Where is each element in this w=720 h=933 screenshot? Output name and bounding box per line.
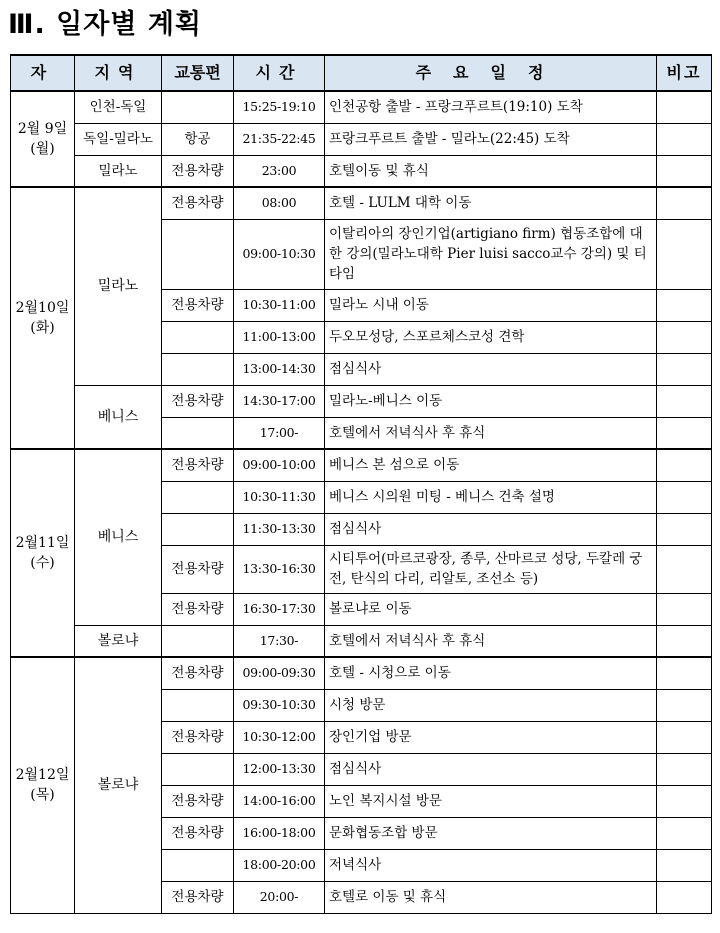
time-cell: 11:30-13:30 <box>234 513 325 545</box>
time-cell: 09:00-10:30 <box>234 219 325 289</box>
note-cell <box>657 449 712 481</box>
time-cell: 17:30- <box>234 625 325 657</box>
transport-cell <box>162 417 234 449</box>
time-cell: 13:00-14:30 <box>234 353 325 385</box>
region-cell: 베니스 <box>75 449 162 625</box>
time-cell: 11:00-13:00 <box>234 321 325 353</box>
table-row <box>11 625 712 657</box>
region-cell: 밀라노 <box>75 187 162 385</box>
time-cell: 09:30-10:30 <box>234 689 325 721</box>
date-cell: 2월11일 (수) <box>11 449 75 657</box>
header-date: 자 <box>11 55 75 91</box>
header-note: 비고 <box>657 55 712 91</box>
transport-cell <box>162 513 234 545</box>
note-cell <box>657 545 712 593</box>
transport-cell: 전용차량 <box>162 721 234 753</box>
note-cell <box>657 417 712 449</box>
schedule-cell: 호텔로 이동 및 휴식 <box>325 881 657 913</box>
note-cell <box>657 721 712 753</box>
region-cell: 인천-독일 <box>75 91 162 123</box>
time-cell: 21:35-22:45 <box>234 123 325 155</box>
date-cell: 2월 9일 (월) <box>11 91 75 187</box>
schedule-cell: 시청 방문 <box>325 689 657 721</box>
transport-cell: 전용차량 <box>162 187 234 219</box>
schedule-cell: 장인기업 방문 <box>325 721 657 753</box>
time-cell: 18:00-20:00 <box>234 849 325 881</box>
page-title: Ⅲ. 일자별 계획 <box>8 9 202 40</box>
note-cell <box>657 219 712 289</box>
header-region: 지역 <box>75 55 162 91</box>
schedule-cell: 두오모성당, 스포르체스코성 견학 <box>325 321 657 353</box>
time-cell: 10:30-11:30 <box>234 481 325 513</box>
time-cell: 15:25-19:10 <box>234 91 325 123</box>
transport-cell: 전용차량 <box>162 385 234 417</box>
transport-cell <box>162 849 234 881</box>
transport-cell: 전용차량 <box>162 817 234 849</box>
transport-cell: 항공 <box>162 123 234 155</box>
note-cell <box>657 753 712 785</box>
table-row <box>11 155 712 187</box>
transport-cell <box>162 625 234 657</box>
time-cell: 09:00-10:00 <box>234 449 325 481</box>
table-row <box>11 449 712 481</box>
date-cell: 2월12일 (목) <box>11 657 75 913</box>
schedule-cell: 호텔에서 저녁식사 후 휴식 <box>325 625 657 657</box>
time-cell: 10:30-12:00 <box>234 721 325 753</box>
schedule-cell: 볼로냐로 이동 <box>325 593 657 625</box>
note-cell <box>657 385 712 417</box>
header-transport: 교통편 <box>162 55 234 91</box>
transport-cell: 전용차량 <box>162 657 234 689</box>
region-cell: 밀라노 <box>75 155 162 187</box>
schedule-cell: 인천공항 출발 - 프랑크푸르트(19:10) 도착 <box>325 91 657 123</box>
schedule-cell: 이탈리아의 장인기업(artigiano firm) 협동조합에 대한 강의(밀라노대학 Pier luisi sacco교수 강의) 및 티타임 <box>325 219 657 289</box>
schedule-cell: 노인 복지시설 방문 <box>325 785 657 817</box>
time-cell: 12:00-13:30 <box>234 753 325 785</box>
time-cell: 08:00 <box>234 187 325 219</box>
note-cell <box>657 187 712 219</box>
note-cell <box>657 353 712 385</box>
transport-cell <box>162 481 234 513</box>
schedule-cell: 저녁식사 <box>325 849 657 881</box>
schedule-cell: 문화협동조합 방문 <box>325 817 657 849</box>
schedule-cell: 호텔 - LULM 대학 이동 <box>325 187 657 219</box>
region-cell: 독일-밀라노 <box>75 123 162 155</box>
note-cell <box>657 785 712 817</box>
time-cell: 17:00- <box>234 417 325 449</box>
note-cell <box>657 289 712 321</box>
transport-cell <box>162 353 234 385</box>
table-row <box>11 657 712 689</box>
region-cell: 볼로냐 <box>75 625 162 657</box>
schedule-cell: 베니스 시의원 미팅 - 베니스 건축 설명 <box>325 481 657 513</box>
transport-cell <box>162 321 234 353</box>
table-row <box>11 187 712 219</box>
time-cell: 16:00-18:00 <box>234 817 325 849</box>
transport-cell: 전용차량 <box>162 593 234 625</box>
schedule-cell: 베니스 본 섬으로 이동 <box>325 449 657 481</box>
transport-cell <box>162 219 234 289</box>
transport-cell <box>162 91 234 123</box>
note-cell <box>657 657 712 689</box>
note-cell <box>657 513 712 545</box>
schedule-cell: 밀라노-베니스 이동 <box>325 385 657 417</box>
schedule-cell: 점심식사 <box>325 353 657 385</box>
transport-cell: 전용차량 <box>162 289 234 321</box>
note-cell <box>657 817 712 849</box>
time-cell: 13:30-16:30 <box>234 545 325 593</box>
schedule-table <box>10 54 712 914</box>
table-row <box>11 123 712 155</box>
time-cell: 14:30-17:00 <box>234 385 325 417</box>
transport-cell: 전용차량 <box>162 785 234 817</box>
schedule-cell: 점심식사 <box>325 753 657 785</box>
transport-cell: 전용차량 <box>162 155 234 187</box>
schedule-cell: 시티투어(마르코광장, 종루, 산마르코 성당, 두칼레 궁전, 탄식의 다리, 리알토, 조선소 등) <box>325 545 657 593</box>
note-cell <box>657 625 712 657</box>
schedule-cell: 호텔이동 및 휴식 <box>325 155 657 187</box>
schedule-cell: 점심식사 <box>325 513 657 545</box>
note-cell <box>657 689 712 721</box>
transport-cell <box>162 753 234 785</box>
schedule-cell: 호텔에서 저녁식사 후 휴식 <box>325 417 657 449</box>
time-cell: 23:00 <box>234 155 325 187</box>
date-cell: 2월10일 (화) <box>11 187 75 449</box>
note-cell <box>657 155 712 187</box>
time-cell: 09:00-09:30 <box>234 657 325 689</box>
transport-cell: 전용차량 <box>162 449 234 481</box>
schedule-cell: 호텔 - 시청으로 이동 <box>325 657 657 689</box>
note-cell <box>657 481 712 513</box>
transport-cell <box>162 689 234 721</box>
table-header-row <box>11 55 712 91</box>
time-cell: 14:00-16:00 <box>234 785 325 817</box>
time-cell: 16:30-17:30 <box>234 593 325 625</box>
note-cell <box>657 91 712 123</box>
table-row <box>11 91 712 123</box>
note-cell <box>657 881 712 913</box>
schedule-cell: 프랑크푸르트 출발 - 밀라노(22:45) 도착 <box>325 123 657 155</box>
table-row <box>11 385 712 417</box>
note-cell <box>657 321 712 353</box>
header-schedule: 주요일정 <box>325 55 657 91</box>
transport-cell: 전용차량 <box>162 881 234 913</box>
region-cell: 볼로냐 <box>75 657 162 913</box>
time-cell: 20:00- <box>234 881 325 913</box>
note-cell <box>657 593 712 625</box>
note-cell <box>657 123 712 155</box>
transport-cell: 전용차량 <box>162 545 234 593</box>
time-cell: 10:30-11:00 <box>234 289 325 321</box>
header-time: 시간 <box>234 55 325 91</box>
schedule-cell: 밀라노 시내 이동 <box>325 289 657 321</box>
note-cell <box>657 849 712 881</box>
region-cell: 베니스 <box>75 385 162 449</box>
